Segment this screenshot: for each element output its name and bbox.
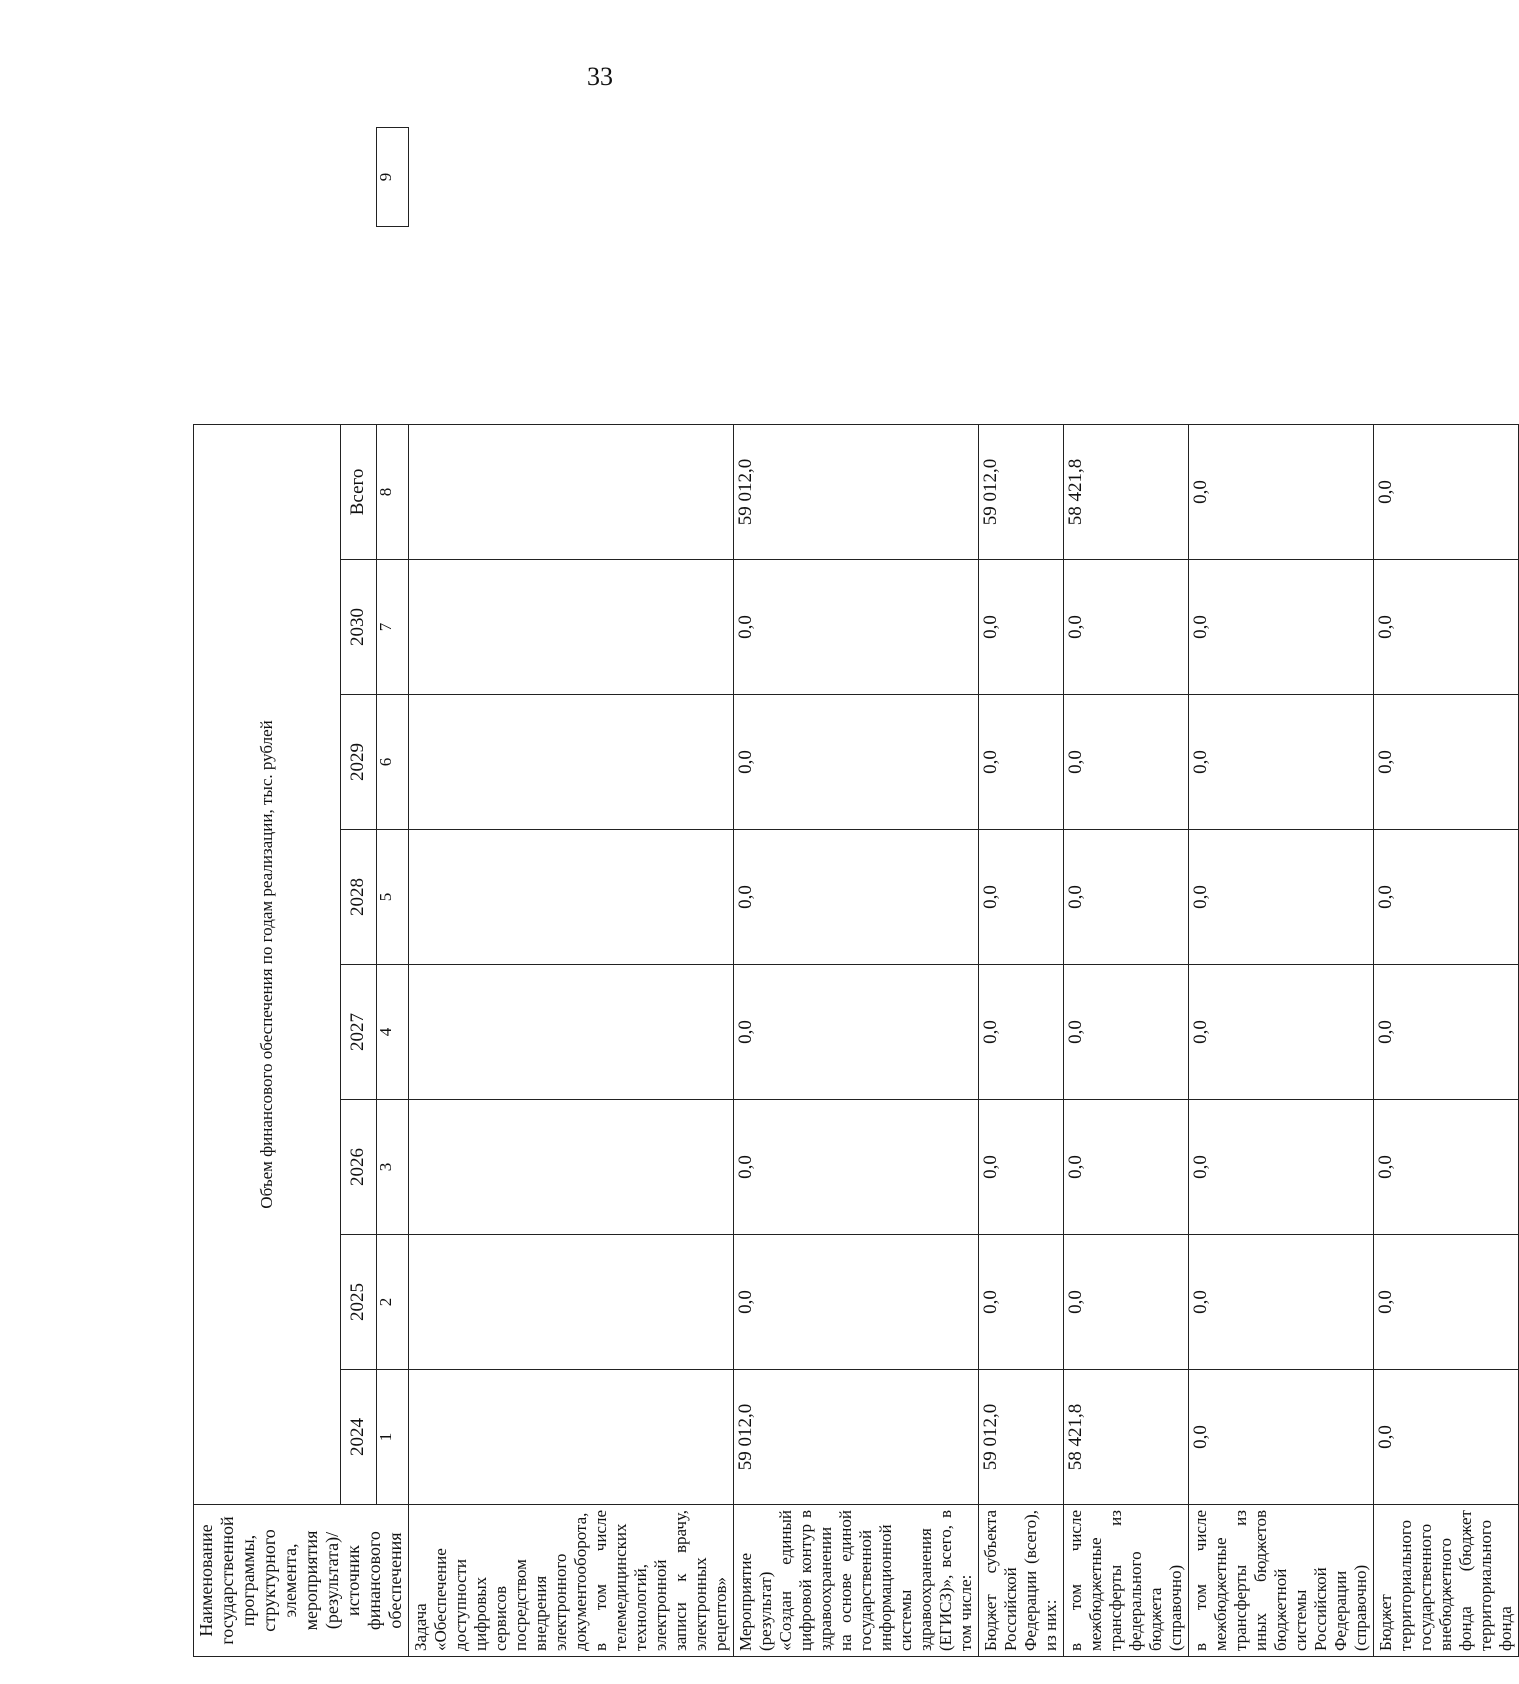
table-body — [409, 128, 1519, 1657]
table-row — [409, 128, 734, 1657]
value-cell — [409, 965, 734, 1100]
header-group-title: Объем финансового обеспечения по годам реализации, тыс. рублей — [194, 424, 341, 1504]
value-cell: 0,0 — [1374, 695, 1519, 830]
value-cell: 0,0 — [734, 695, 979, 830]
column-number-cell: 5 — [376, 830, 409, 965]
value-cell: 0,0 — [1064, 560, 1189, 695]
value-cell: 0,0 — [979, 1100, 1064, 1235]
table-row — [979, 128, 1064, 1657]
column-number-cell: 8 — [376, 424, 409, 559]
value-cell: 0,0 — [1189, 830, 1374, 965]
value-cell: 0,0 — [1189, 560, 1374, 695]
column-number-cell: 7 — [376, 560, 409, 695]
value-cell: 58 421,8 — [1064, 1370, 1189, 1505]
column-number-cell: 3 — [376, 1100, 409, 1235]
column-number-cell: 4 — [376, 965, 409, 1100]
header-year-cell: 2025 — [340, 1235, 376, 1370]
value-cell: 0,0 — [1189, 1100, 1374, 1235]
value-cell: 0,0 — [1189, 424, 1374, 559]
table-row — [1064, 128, 1189, 1657]
value-cell: 0,0 — [1189, 965, 1374, 1100]
funding-table — [193, 127, 1519, 1657]
header-year-cell: 2027 — [340, 965, 376, 1100]
value-cell: 0,0 — [1374, 830, 1519, 965]
column-number-cell: 6 — [376, 695, 409, 830]
row-name-cell: Бюджет территориального государственного внебюджетного фонда (бюджет территориального фонда — [1374, 1505, 1519, 1657]
column-number-cell: 2 — [376, 1235, 409, 1370]
value-cell: 0,0 — [979, 830, 1064, 965]
value-cell: 0,0 — [1189, 1370, 1374, 1505]
value-cell: 0,0 — [1374, 1235, 1519, 1370]
table-row — [1189, 128, 1374, 1657]
header-year-cell: Всего — [340, 424, 376, 559]
empty-margin-cell — [1374, 226, 1519, 424]
value-cell: 0,0 — [1374, 1100, 1519, 1235]
value-cell: 0,0 — [979, 695, 1064, 830]
header-year-cell: 2029 — [340, 695, 376, 830]
value-cell: 0,0 — [734, 1235, 979, 1370]
value-cell — [409, 695, 734, 830]
empty-margin-cell — [979, 226, 1064, 424]
value-cell: 0,0 — [979, 560, 1064, 695]
empty-right-margin — [194, 226, 409, 424]
table-row — [1374, 128, 1519, 1657]
value-cell: 58 421,8 — [1064, 424, 1189, 559]
value-cell: 0,0 — [1064, 695, 1189, 830]
header-year-cell: 2024 — [340, 1370, 376, 1505]
value-cell: 0,0 — [979, 965, 1064, 1100]
value-cell: 0,0 — [734, 830, 979, 965]
value-cell: 0,0 — [1064, 1100, 1189, 1235]
column-number-cell: 9 — [376, 128, 409, 227]
empty-margin-cell — [734, 226, 979, 424]
value-cell: 0,0 — [734, 1100, 979, 1235]
value-cell — [409, 830, 734, 965]
row-name-cell: Бюджет субъекта Российской Федерации (всего), из них: — [979, 1505, 1064, 1657]
value-cell: 59 012,0 — [979, 1370, 1064, 1505]
value-cell: 0,0 — [1189, 695, 1374, 830]
value-cell: 0,0 — [734, 560, 979, 695]
value-cell: 59 012,0 — [734, 1370, 979, 1505]
value-cell: 0,0 — [1064, 1235, 1189, 1370]
value-cell: 0,0 — [1189, 1235, 1374, 1370]
rotated-table-wrapper — [193, 127, 1515, 1657]
value-cell — [409, 424, 734, 559]
value-cell: 59 012,0 — [979, 424, 1064, 559]
value-cell — [409, 1100, 734, 1235]
header-year-cell: 2028 — [340, 830, 376, 965]
header-year-cell: 2030 — [340, 560, 376, 695]
value-cell: 0,0 — [1374, 1370, 1519, 1505]
value-cell: 0,0 — [1374, 965, 1519, 1100]
value-cell — [409, 1370, 734, 1505]
value-cell — [409, 560, 734, 695]
empty-margin-cell — [1189, 226, 1374, 424]
value-cell: 0,0 — [1374, 424, 1519, 559]
value-cell: 0,0 — [1064, 830, 1189, 965]
value-cell: 0,0 — [1064, 965, 1189, 1100]
row-name-cell: в том числе межбюджетные трансферты из федерального бюджета (справочно) — [1064, 1505, 1189, 1657]
value-cell: 59 012,0 — [734, 424, 979, 559]
empty-margin-cell — [409, 226, 734, 424]
page-number: 33 — [587, 62, 613, 91]
value-cell: 0,0 — [1374, 560, 1519, 695]
row-name-cell: Мероприятие (результат) «Создан единый цифровой контур в здравоохранении на основе единой государственной информационной системы здравоохранения (ЕГИСЗ)», всего, в том числе: — [734, 1505, 979, 1657]
row-name-cell: в том числе межбюджетные трансферты из иных бюджетов бюджетной системы Российской Федерации (справочно) — [1189, 1505, 1374, 1657]
value-cell: 0,0 — [734, 965, 979, 1100]
empty-margin-cell — [1064, 226, 1189, 424]
table-row — [734, 128, 979, 1657]
header-year-cell: 2026 — [340, 1100, 376, 1235]
value-cell — [409, 1235, 734, 1370]
header-name-column: Наименование государственной программы, структурного элемента, мероприятия (результата)/источник финансового обеспечения — [194, 1505, 409, 1657]
column-number-cell: 1 — [376, 1370, 409, 1505]
row-name-cell: Задача «Обеспечение доступности цифровых сервисов посредством внедрения электронного документооборота, в том числе телемедицинских технологий, электронной записи к врачу, электронных рецептов» — [409, 1505, 734, 1657]
value-cell: 0,0 — [979, 1235, 1064, 1370]
